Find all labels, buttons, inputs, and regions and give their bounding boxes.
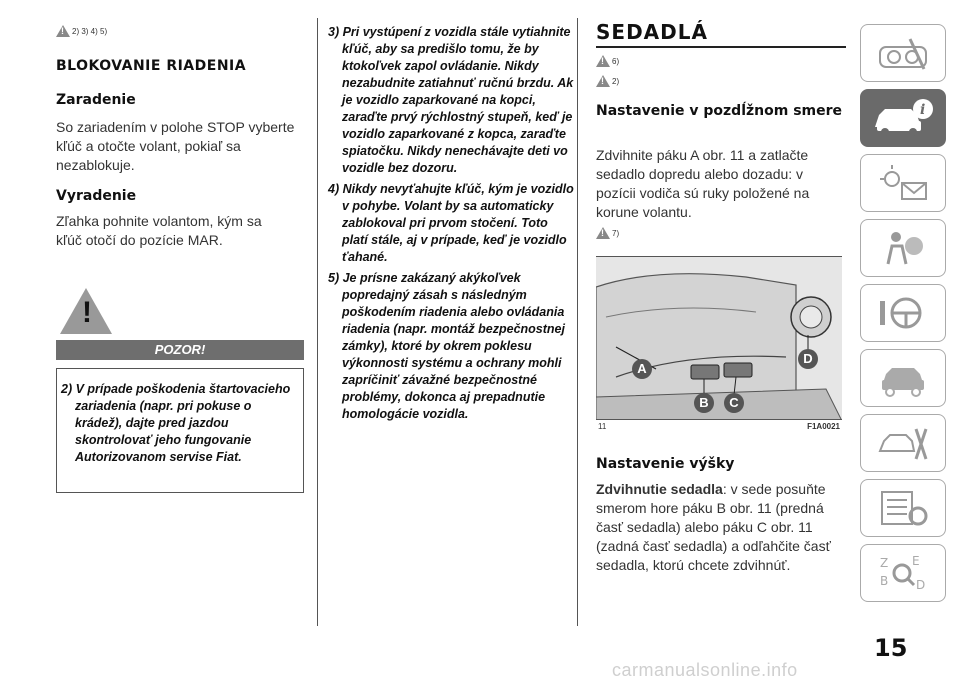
svg-text:B: B (880, 574, 889, 588)
warning-box (56, 368, 304, 493)
tab-emergency[interactable] (860, 349, 946, 407)
figure-number: 11 (598, 422, 607, 431)
airbag-safety-icon (876, 228, 930, 268)
warning-lights-icon (876, 163, 930, 203)
middle-column (328, 24, 576, 423)
tab-warning-lights[interactable] (860, 154, 946, 212)
subheading-engage: Zaradenie (56, 92, 136, 108)
watermark: carmanualsonline.info (612, 660, 798, 680)
car-info-icon (871, 97, 935, 139)
figure-caption (596, 422, 842, 434)
dashboard-icon (876, 33, 930, 73)
warning-triangle-icon (596, 55, 610, 67)
warning-triangle-icon (596, 75, 610, 87)
tab-technical-data[interactable] (860, 479, 946, 537)
subheading-longitudinal: Nastavenie v pozdĺžnom smere (596, 103, 843, 119)
tab-index[interactable] (860, 544, 946, 602)
warning-ref-text: 2) (612, 76, 620, 86)
warning-item: 5) Je prísne zakázaný akýkoľvek popredajný zásah s následným poškodením riadenia alebo ovládania riadenia (napr. montáž bezpečnostnej zámky), ktoré by okrem poklesu výkonnosti systému a ochrany mohli zapríčiniť závažné bezpečnostné problémy, dokonca aj prepadnutie homologácie vozidla. (328, 271, 565, 421)
seat-figure (596, 256, 842, 436)
warning-ref-text: 6) (612, 56, 620, 66)
index-icon (876, 553, 930, 593)
height-rest: : v sede posuňte smerom hore páku B obr. 11 (predná časť sedadla) alebo páku C obr. 11 (zadná časť sedadla) a odľahčite časť sedadla, ktorú chcete zdvihnúť. (596, 481, 831, 573)
svg-text:Z: Z (880, 556, 889, 570)
height-text (596, 480, 844, 575)
svg-text:i: i (920, 102, 926, 118)
svg-text:D: D (916, 578, 926, 592)
tab-service[interactable] (860, 414, 946, 472)
section-title-steering-lock: BLOKOVANIE RIADENIA (56, 58, 247, 74)
warning-item: 4) Nikdy nevyťahujte kľúč, kým je vozidlo v pohybe. Volant by sa automaticky zablokoval pri prvom stočení. Toto platí stále, aj v prípade, keď je vozidlo ťahané. (328, 182, 574, 264)
tab-driving[interactable] (860, 284, 946, 342)
seat-drawing (596, 257, 842, 420)
chapter-tabs (860, 24, 946, 609)
height-bold-term: Zdvihnutie sedadla (596, 481, 723, 497)
seat-illustration (596, 256, 842, 420)
warning-triangle-icon (596, 227, 610, 239)
car-emergency-icon (876, 358, 930, 398)
tab-safety[interactable] (860, 219, 946, 277)
service-maintenance-icon (876, 423, 930, 463)
warning-triangle-icon (56, 25, 70, 37)
column-divider (577, 18, 578, 626)
warning-ref-text: 7) (612, 228, 620, 238)
warning-triangle-icon: ! (60, 288, 112, 334)
figure-code: F1A0021 (807, 422, 840, 431)
warning-ref (596, 54, 619, 68)
warning-ref (596, 74, 619, 88)
subheading-disengage: Vyradenie (56, 188, 137, 204)
column-divider (317, 18, 318, 626)
steering-wheel-icon (876, 293, 930, 333)
tab-car-info[interactable] (860, 89, 946, 147)
warning-label: POZOR! (56, 340, 304, 360)
warning-refs-text: 2) 3) 4) 5) (72, 26, 108, 36)
label-a-badge: A (632, 359, 652, 379)
warning-ref (596, 226, 619, 240)
label-b-badge: B (694, 393, 714, 413)
warning-refs (56, 24, 107, 38)
warning-item: 2) V prípade poškodenia štartovacieho zariadenia (napr. pri pokuse o krádež), dajte pred jazdou skontrolovať jeho fungovanie Autorizovanom servise Fiat. (61, 382, 291, 464)
warning-item: 3) Pri vystúpení z vozidla stále vytiahnite kľúč, aby sa predišlo tomu, že by ktokoľvek zapol ovládanie. Nikdy nezabudnite zatiahnuť ručnú brzdu. Ak je vozidlo zaparkované na kopci, zaraďte prvý rýchlostný stupeň, keď je vozidlo zaparkované z kopca, zaraďte spiatočku. Nikdy nenechávajte deti vo vozidle bez dozoru. (328, 25, 574, 175)
longitudinal-text: Zdvihnite páku A obr. 11 a zatlačte sedadlo dopredu alebo dozadu: v pozícii vodiča sú ruky položené na korune volantu. (596, 147, 810, 220)
tab-dashboard[interactable] (860, 24, 946, 82)
engage-text: So zariadením v polohe STOP vyberte kľúč a otočte volant, pokiaľ sa nezablokuje. (56, 119, 295, 173)
label-d-badge: D (798, 349, 818, 369)
subheading-height: Nastavenie výšky (596, 456, 735, 472)
disengage-text: Zľahka pohnite volantom, kým sa kľúč otočí do pozície MAR. (56, 213, 262, 248)
page-number: 15 (874, 634, 908, 662)
svg-text:E: E (912, 554, 920, 568)
section-title-seats: SEDADLÁ (596, 20, 846, 48)
label-c-badge: C (724, 393, 744, 413)
technical-data-icon (876, 488, 930, 528)
